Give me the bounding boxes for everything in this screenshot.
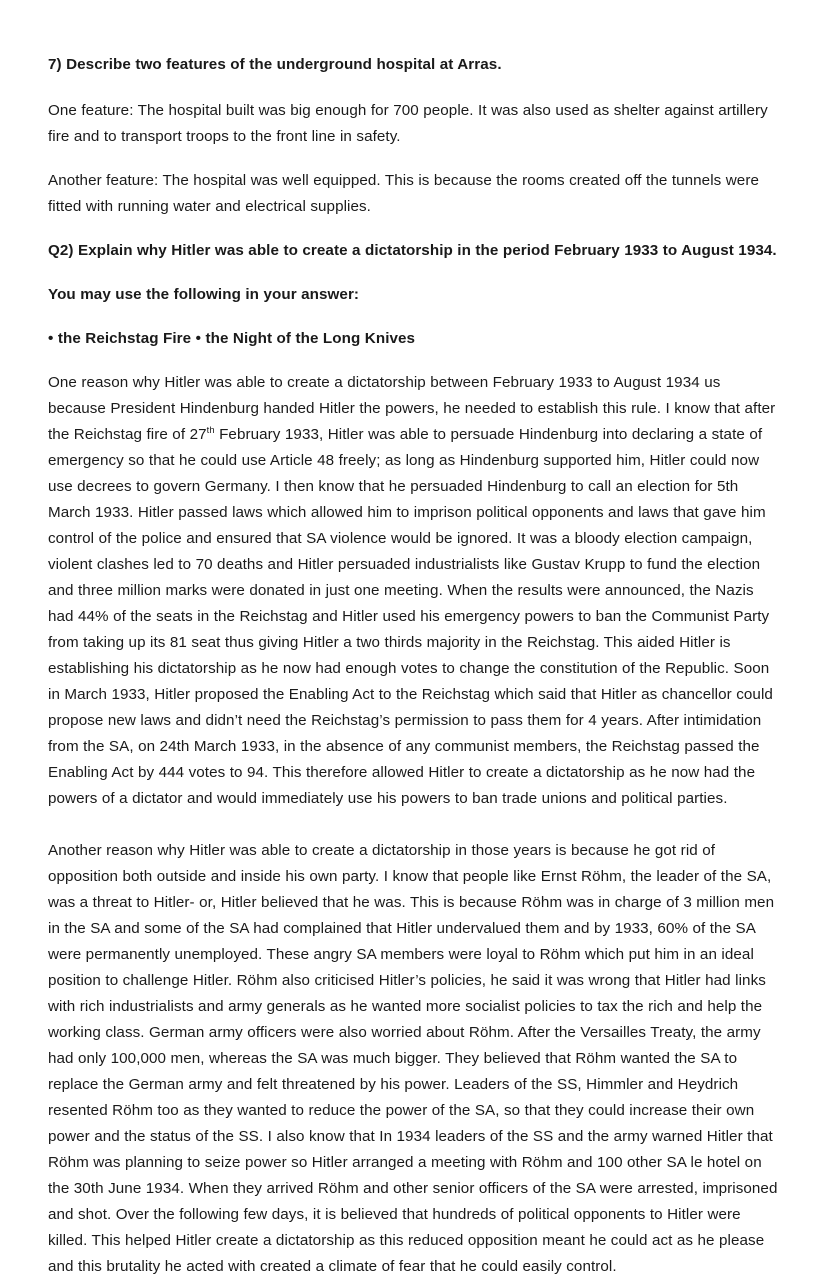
answer-paragraph-one-text-after-superscript: February 1933, Hitler was able to persuade Hindenburg into declaring a state of emergency so that he could use Article 48 freely; as long as Hindenburg supported him, Hitler could now use decrees to govern Germany. I then know that he persuaded Hindenburg to call an election for 5th March 1933. Hitler passed laws which allowed him to imprison political opponents and laws that gave him control of the police and ensured that SA violence would be ignored. It was a bloody election campaign, violent clashes led to 70 deaths and Hitler persuaded industrialists like Gustav Krupp to fund the election and three million marks were donated in just one meeting. When the results were announced, the Nazis had 44% of the seats in the Reichstag and Hitler used his emergency powers to ban the Communist Party from taking up its 81 seat thus giving Hitler a two thirds majority in the Reichstag. This aided Hitler is establishing his dictatorship as he now had enough votes to change the constitution of the Republic. Soon in March 1933, Hitler proposed the Enabling Act to the Reichstag which said that Hitler as chancellor could propose new laws and didn’t need the Reichstag’s permission to pass them for 4 years. After intimidation from the SA, on 24th March 1933, in the absence of any communist members, the Reichstag passed the Enabling Act by 444 votes to 94. This therefore allowed Hitler to create a dictatorship as he now had the powers of a dictator and would immediately use his powers to ban trade unions and political parties. — [48, 426, 773, 807]
paragraph-spacer — [48, 812, 780, 838]
answer-paragraph-one-text-before-superscript: One reason why Hitler was able to create a dictatorship between February 1933 to August 1934 us because President Hindenburg handed Hitler the powers, he needed to establish this rule. I know that after the Reichstag fire of 27 — [48, 374, 776, 443]
question-2-bullet-list: • the Reichstag Fire • the Night of the Long Knives — [48, 330, 416, 347]
question-7-heading: 7) Describe two features of the underground hospital at Arras. — [48, 56, 502, 73]
question-2-answer-paragraph-two: Another reason why Hitler was able to create a dictatorship in those years is because he got rid of opposition both outside and inside his own party. I know that people like Ernst Röhm, the leader of the SA, was a threat to Hitler- or, Hitler believed that he was. This is because Röhm was in charge of 3 million men in the SA and some of the SA had complained that Hitler undervalued them and by 1933, 60% of the SA were permanently unemployed. These angry SA members were loyal to Röhm which put him in an ideal position to challenge Hitler. Röhm also criticised Hitler’s policies, he said it was wrong that Hitler had links with rich industrialists and army generals as he wanted more socialist policies to tax the rich and help the working class. German army officers were also worried about Röhm. After the Versailles Treaty, the army had only 100,000 men, whereas the SA was much bigger. They believed that Röhm wanted the SA to replace the German army and felt threatened by his power. Leaders of the SS, Himmler and Heydrich resented Röhm too as they wanted to reduce the power of the SA, so that they could increase their own power and the status of the SS. I also know that In 1934 leaders of the SS and the army warned Hitler that Röhm was planning to seize power so Hitler arranged a meeting with Röhm and 100 other SA le hotel on the 30th June 1934. When they arrived Röhm and other senior officers of the SA were arrested, imprisoned and shot. Over the following few days, it is believed that hundreds of political opponents to Hitler were killed. This helped Hitler create a dictatorship as this reduced opposition meant he could act as he please and this brutality he acted with created a climate of fear that he could easily control. — [48, 842, 778, 1275]
question-2-answer-paragraph-one — [48, 370, 780, 812]
ordinal-superscript: th — [206, 423, 215, 435]
question-7-answer-feature-one: One feature: The hospital built was big enough for 700 people. It was also used as shelter against artillery fire and to transport troops to the front line in safety. — [48, 102, 768, 145]
question-7-answer-feature-two: Another feature: The hospital was well equipped. This is because the rooms created off the tunnels were fitted with running water and electrical supplies. — [48, 172, 759, 215]
document-body — [48, 52, 780, 1280]
question-2-prompt: You may use the following in your answer: — [48, 286, 360, 303]
question-2-heading: Q2) Explain why Hitler was able to create a dictatorship in the period February 1933 to August 1934. — [48, 242, 777, 259]
